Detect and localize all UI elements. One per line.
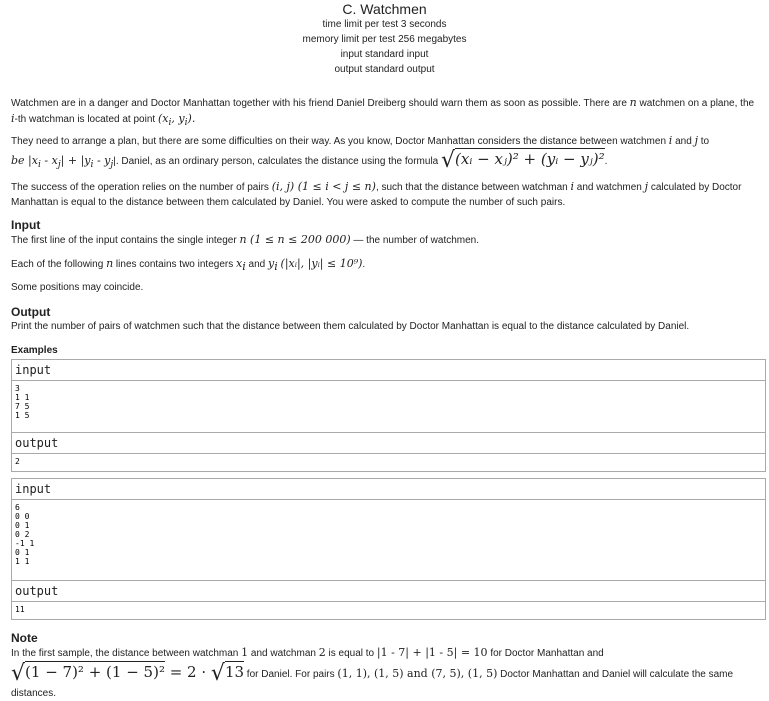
note-title: Note (11, 631, 38, 645)
math-2: 2 (318, 646, 326, 659)
text: Watchmen are in a danger and Doctor Manhattan together with his friend Daniel Dreiberg should warn them as soon as possible. There are (11, 98, 630, 109)
text: The success of the operation relies on the number of pairs (11, 182, 272, 193)
text: Print the number of pairs of watchmen such that the distance between them calculated by Doctor Manhattan is equal to the distance calculated by Daniel. (11, 321, 690, 332)
input-paragraph-3 (11, 280, 756, 295)
example-1-output-label: output (12, 433, 765, 454)
euclid-formula: (xᵢ − xⱼ)² + (yᵢ − yⱼ)² (455, 150, 605, 168)
text: Manhattan is equal to the distance between them calculated by Daniel. You were asked to compute the number of such pairs. (11, 197, 566, 208)
math-i: i (668, 134, 673, 147)
example-1-input-label: input (12, 360, 765, 381)
example-2-input[interactable]: 6 0 0 0 1 0 2 -1 1 0 1 1 1 (12, 500, 765, 581)
text: distances. (11, 688, 57, 699)
math-abs: - x (40, 154, 58, 167)
text: -th watchman is located at point (14, 114, 158, 125)
text: In the first sample, the distance between watchman (11, 648, 242, 659)
note-eq: = 2 · (164, 663, 211, 681)
text: Doctor Manhattan and Daniel will calculate the same (497, 669, 734, 680)
note-section (11, 631, 756, 701)
note-formula: (1 − 7)² + (1 − 5)² (25, 663, 165, 681)
text: watchmen on a plane, the (636, 98, 755, 109)
example-2-input-label: input (12, 479, 765, 500)
sqrt-symbol: √ (11, 661, 26, 686)
text: |. Daniel, as an ordinary person, calculates the distance using the formula (113, 156, 442, 167)
examples-title: Examples (11, 345, 58, 356)
math-point: (x (157, 112, 169, 125)
text: . (362, 259, 366, 270)
text: is equal to (325, 648, 377, 659)
input-section (11, 218, 756, 248)
input-title: Input (11, 218, 41, 232)
input-paragraph-2: Each of the following n lines contains two integers $x_i$ and $y_i$ (|xᵢ|, |yᵢ| ≤ 10⁹). (11, 257, 366, 273)
text: for Doctor Manhattan and (487, 648, 604, 659)
math-sub: i (184, 117, 188, 129)
examples-section (11, 345, 756, 356)
text: . (604, 156, 608, 167)
note-sqrt13: 13 (224, 663, 245, 681)
math-i: i (11, 112, 15, 125)
text: for Daniel. For pairs (244, 669, 338, 680)
input-spec: input standard input (340, 49, 429, 60)
text: to (698, 136, 710, 147)
example-1 (11, 359, 766, 472)
example-2 (11, 478, 766, 620)
text: , such that the distance between watchman (375, 182, 571, 193)
example-2-output-label: output (12, 581, 765, 602)
math-point: , y (171, 112, 185, 125)
text: They need to arrange a plan, but there are some difficulties on their way. As you know, Doctor Manhattan considers the distance between watchmen (11, 136, 669, 147)
math-n: n (629, 96, 637, 109)
output-title: Output (11, 305, 51, 319)
math-abs: | + |y (60, 154, 91, 167)
output-spec: output standard output (334, 64, 435, 75)
math-1: 1 (241, 646, 249, 659)
text: — the number of watchmen. (350, 235, 480, 246)
problem-title: C. Watchmen (342, 1, 427, 17)
problem-header (0, 1, 769, 77)
math-manhattan: |1 - 7| + |1 - 5| = 10 (376, 646, 488, 659)
example-1-output[interactable]: 2 (12, 454, 765, 471)
text: Some positions may coincide. (11, 282, 144, 293)
problem-page (0, 1, 769, 698)
memory-limit: memory limit per test 256 megabytes (302, 34, 467, 45)
math-range: (|xᵢ|, |yᵢ| ≤ 10⁹) (280, 257, 363, 270)
statement-paragraph-1 (11, 95, 756, 130)
math-x: x (236, 257, 243, 270)
time-limit: time limit per test 3 seconds (322, 19, 447, 30)
math-n: n (106, 257, 114, 270)
math-abs: - y (93, 154, 111, 167)
math-pairs: (1, 1), (1, 5) and (7, 5), (1, 5) (337, 667, 498, 680)
math-y: y (268, 257, 275, 270)
math-point: ). (187, 112, 196, 125)
example-2-output[interactable]: 11 (12, 602, 765, 619)
text: and (245, 259, 268, 270)
text: calculated by Doctor (648, 182, 742, 193)
example-1-input[interactable]: 3 1 1 7 5 1 5 (12, 381, 765, 433)
math-i: i (570, 180, 575, 193)
statement-paragraph-2: They need to arrange a plan, but there are some difficulties on their way. As you know, Doctor Manhattan considers the distance between watchmen i and j to be $|x_i - x_j| + |y_i - y_j|$. Daniel, as an ordinary person, calculates the distance using the formula √(xᵢ − xⱼ)² + (yᵢ − yⱼ)². (11, 134, 710, 173)
text: and watchmen (574, 182, 645, 193)
text: and (672, 136, 695, 147)
math-pair: (i, j) (1 ≤ i < j ≤ n) (271, 180, 376, 193)
text: and watchman (248, 648, 319, 659)
statement-paragraph-3 (11, 179, 756, 210)
example-1-box (11, 359, 766, 472)
example-2-box (11, 478, 766, 620)
math-sub: i (168, 117, 172, 129)
text: Each of the following (11, 259, 107, 270)
text: The first line of the input contains the single integer (11, 235, 240, 246)
sqrt-symbol: √ (441, 148, 456, 173)
text: lines contains two integers (113, 259, 236, 270)
math-j: j (694, 134, 698, 147)
math-j: j (644, 180, 649, 193)
math-n-range: n (1 ≤ n ≤ 200 000) (239, 233, 351, 246)
sqrt-symbol: √ (210, 661, 225, 686)
output-section (11, 305, 756, 334)
math-abs: be |x (11, 154, 38, 167)
